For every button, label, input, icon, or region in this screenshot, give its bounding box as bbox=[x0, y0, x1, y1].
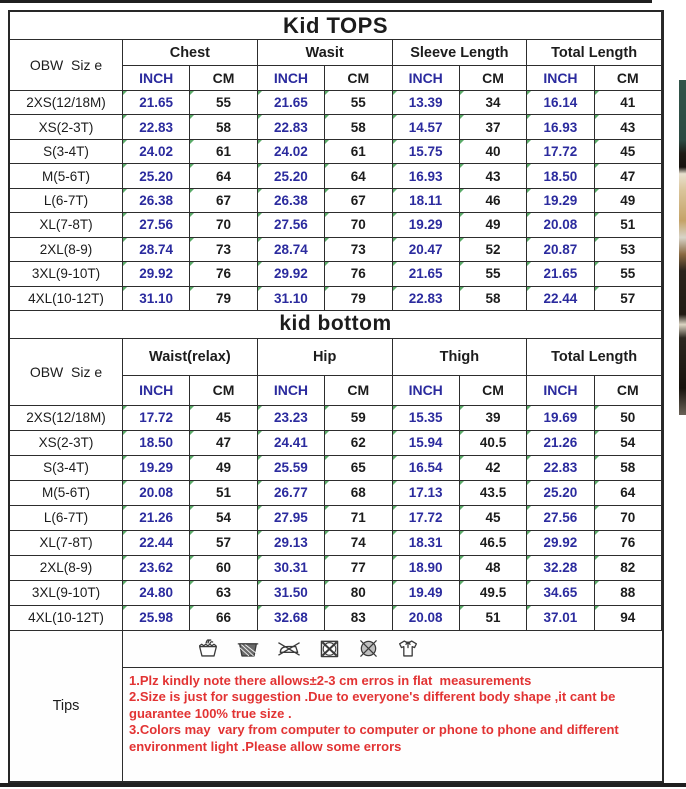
measure-cell: 22.83 bbox=[123, 115, 190, 139]
measure-cell: 53 bbox=[595, 238, 662, 262]
kid-bottom-table bbox=[10, 311, 662, 631]
measure-cell: 55 bbox=[325, 91, 392, 115]
measure-cell: 23.23 bbox=[258, 406, 325, 431]
measure-cell: 61 bbox=[325, 140, 392, 164]
measure-cell: 21.65 bbox=[527, 262, 594, 286]
measure-cell: 31.10 bbox=[123, 287, 190, 311]
measure-cell: 73 bbox=[325, 238, 392, 262]
measure-cell: 26.38 bbox=[258, 189, 325, 213]
size-cell: 3XL(9-10T) bbox=[10, 581, 123, 606]
measure-cell: 45 bbox=[190, 406, 257, 431]
measure-cell: 79 bbox=[190, 287, 257, 311]
size-cell: 3XL(9-10T) bbox=[10, 262, 123, 286]
group-header-cell: Chest bbox=[123, 40, 258, 66]
measure-cell: 65 bbox=[325, 456, 392, 481]
measure-cell: 13.39 bbox=[393, 91, 460, 115]
measure-cell: 29.92 bbox=[123, 262, 190, 286]
measure-cell: 77 bbox=[325, 556, 392, 581]
group-header-cell: Sleeve Length bbox=[393, 40, 528, 66]
measure-cell: 73 bbox=[190, 238, 257, 262]
tips-text bbox=[123, 668, 662, 781]
measure-cell: 57 bbox=[595, 287, 662, 311]
unit-header-cell: CM bbox=[595, 66, 662, 91]
measure-cell: 34 bbox=[460, 91, 527, 115]
measure-cell: 55 bbox=[595, 262, 662, 286]
measure-cell: 25.20 bbox=[258, 164, 325, 188]
measure-cell: 16.93 bbox=[527, 115, 594, 139]
measure-cell: 43 bbox=[460, 164, 527, 188]
measure-cell: 64 bbox=[325, 164, 392, 188]
unit-header-cell: INCH bbox=[123, 376, 190, 406]
measure-cell: 21.65 bbox=[393, 262, 460, 286]
measure-cell: 22.83 bbox=[527, 456, 594, 481]
measure-cell: 24.02 bbox=[258, 140, 325, 164]
measure-cell: 49 bbox=[190, 456, 257, 481]
measure-cell: 15.94 bbox=[393, 431, 460, 456]
measure-cell: 71 bbox=[325, 506, 392, 531]
measure-cell: 79 bbox=[325, 287, 392, 311]
measure-cell: 49 bbox=[460, 213, 527, 237]
measure-cell: 29.92 bbox=[527, 531, 594, 556]
care-icons-row bbox=[123, 631, 662, 668]
measure-cell: 63 bbox=[190, 581, 257, 606]
measure-cell: 20.08 bbox=[393, 606, 460, 631]
hand-wash-icon bbox=[195, 636, 221, 661]
size-cell: XL(7-8T) bbox=[10, 213, 123, 237]
measure-cell: 46 bbox=[460, 189, 527, 213]
tshirt-icon bbox=[395, 636, 421, 661]
tips-label: Tips bbox=[10, 631, 123, 781]
measure-cell: 18.50 bbox=[123, 431, 190, 456]
size-cell: XS(2-3T) bbox=[10, 115, 123, 139]
measure-cell: 24.80 bbox=[123, 581, 190, 606]
row-header-cell: OBW Siz e bbox=[10, 40, 123, 91]
size-cell: 2XL(8-9) bbox=[10, 238, 123, 262]
kid-tops-table bbox=[10, 12, 662, 311]
measure-cell: 29.13 bbox=[258, 531, 325, 556]
tops-table-title: Kid TOPS bbox=[10, 12, 662, 40]
measure-cell: 55 bbox=[460, 262, 527, 286]
measure-cell: 28.74 bbox=[123, 238, 190, 262]
measure-cell: 70 bbox=[325, 213, 392, 237]
measure-cell: 26.38 bbox=[123, 189, 190, 213]
unit-header-cell: INCH bbox=[393, 376, 460, 406]
tips-section bbox=[10, 631, 662, 781]
measure-cell: 94 bbox=[595, 606, 662, 631]
measure-cell: 17.72 bbox=[527, 140, 594, 164]
measure-cell: 51 bbox=[190, 481, 257, 506]
unit-header-cell: INCH bbox=[393, 66, 460, 91]
size-cell: 2XS(12/18M) bbox=[10, 91, 123, 115]
measure-cell: 49 bbox=[595, 189, 662, 213]
unit-header-cell: INCH bbox=[527, 66, 594, 91]
measure-cell: 62 bbox=[325, 431, 392, 456]
measure-cell: 76 bbox=[595, 531, 662, 556]
measure-cell: 19.69 bbox=[527, 406, 594, 431]
measure-cell: 64 bbox=[595, 481, 662, 506]
do-not-iron-icon bbox=[275, 636, 303, 661]
measure-cell: 30.31 bbox=[258, 556, 325, 581]
measure-cell: 40.5 bbox=[460, 431, 527, 456]
measure-cell: 27.95 bbox=[258, 506, 325, 531]
size-cell: L(6-7T) bbox=[10, 506, 123, 531]
measure-cell: 22.83 bbox=[258, 115, 325, 139]
measure-cell: 80 bbox=[325, 581, 392, 606]
measure-cell: 52 bbox=[460, 238, 527, 262]
unit-header-cell: CM bbox=[595, 376, 662, 406]
measure-cell: 15.35 bbox=[393, 406, 460, 431]
measure-cell: 19.29 bbox=[123, 456, 190, 481]
measure-cell: 76 bbox=[325, 262, 392, 286]
measure-cell: 42 bbox=[460, 456, 527, 481]
measure-cell: 23.62 bbox=[123, 556, 190, 581]
measure-cell: 25.98 bbox=[123, 606, 190, 631]
top-divider bbox=[0, 0, 652, 3]
measure-cell: 48 bbox=[460, 556, 527, 581]
measure-cell: 60 bbox=[190, 556, 257, 581]
measure-cell: 58 bbox=[325, 115, 392, 139]
measure-cell: 25.20 bbox=[527, 481, 594, 506]
measure-cell: 16.93 bbox=[393, 164, 460, 188]
measure-cell: 45 bbox=[460, 506, 527, 531]
group-header-cell: Waist(relax) bbox=[123, 339, 258, 376]
measure-cell: 32.68 bbox=[258, 606, 325, 631]
group-header-cell: Wasit bbox=[258, 40, 393, 66]
bottom-table-title: kid bottom bbox=[10, 311, 662, 339]
measure-cell: 21.65 bbox=[258, 91, 325, 115]
measure-cell: 67 bbox=[190, 189, 257, 213]
measure-cell: 51 bbox=[460, 606, 527, 631]
unit-header-cell: CM bbox=[190, 66, 257, 91]
measure-cell: 20.87 bbox=[527, 238, 594, 262]
measure-cell: 19.29 bbox=[393, 213, 460, 237]
unit-header-cell: CM bbox=[460, 376, 527, 406]
measure-cell: 27.56 bbox=[258, 213, 325, 237]
measure-cell: 32.28 bbox=[527, 556, 594, 581]
tip-line: 3.Colors may vary from computer to computer or phone to phone and different environment light .Please allow some errors bbox=[129, 722, 623, 754]
measure-cell: 20.47 bbox=[393, 238, 460, 262]
measure-cell: 67 bbox=[325, 189, 392, 213]
group-header-cell: Thigh bbox=[393, 339, 528, 376]
measure-cell: 25.59 bbox=[258, 456, 325, 481]
bottom-divider bbox=[0, 783, 686, 787]
measure-cell: 17.13 bbox=[393, 481, 460, 506]
measure-cell: 18.50 bbox=[527, 164, 594, 188]
measure-cell: 66 bbox=[190, 606, 257, 631]
measure-cell: 74 bbox=[325, 531, 392, 556]
size-cell: XL(7-8T) bbox=[10, 531, 123, 556]
measure-cell: 43 bbox=[595, 115, 662, 139]
measure-cell: 82 bbox=[595, 556, 662, 581]
measure-cell: 18.90 bbox=[393, 556, 460, 581]
measure-cell: 39 bbox=[460, 406, 527, 431]
size-cell: S(3-4T) bbox=[10, 140, 123, 164]
measure-cell: 64 bbox=[190, 164, 257, 188]
measure-cell: 40 bbox=[460, 140, 527, 164]
measure-cell: 29.92 bbox=[258, 262, 325, 286]
measure-cell: 24.41 bbox=[258, 431, 325, 456]
size-cell: S(3-4T) bbox=[10, 456, 123, 481]
measure-cell: 31.10 bbox=[258, 287, 325, 311]
measure-cell: 22.44 bbox=[123, 531, 190, 556]
measure-cell: 27.56 bbox=[123, 213, 190, 237]
tip-line: 1.Plz kindly note there allows±2-3 cm erros in flat measurements bbox=[129, 672, 532, 688]
measure-cell: 20.08 bbox=[527, 213, 594, 237]
size-cell: M(5-6T) bbox=[10, 164, 123, 188]
measure-cell: 15.75 bbox=[393, 140, 460, 164]
unit-header-cell: CM bbox=[325, 66, 392, 91]
measure-cell: 16.14 bbox=[527, 91, 594, 115]
measure-cell: 31.50 bbox=[258, 581, 325, 606]
measure-cell: 58 bbox=[460, 287, 527, 311]
measure-cell: 45 bbox=[595, 140, 662, 164]
measure-cell: 58 bbox=[595, 456, 662, 481]
do-not-wash-icon bbox=[235, 636, 261, 661]
measure-cell: 27.56 bbox=[527, 506, 594, 531]
unit-header-cell: CM bbox=[325, 376, 392, 406]
row-header-cell: OBW Siz e bbox=[10, 339, 123, 406]
measure-cell: 34.65 bbox=[527, 581, 594, 606]
tips-body bbox=[123, 631, 662, 781]
unit-header-cell: CM bbox=[460, 66, 527, 91]
measure-cell: 47 bbox=[190, 431, 257, 456]
measure-cell: 51 bbox=[595, 213, 662, 237]
measure-cell: 37.01 bbox=[527, 606, 594, 631]
measure-cell: 19.29 bbox=[527, 189, 594, 213]
measure-cell: 17.72 bbox=[393, 506, 460, 531]
size-chart bbox=[8, 10, 664, 783]
measure-cell: 70 bbox=[190, 213, 257, 237]
group-header-cell: Hip bbox=[258, 339, 393, 376]
measure-cell: 88 bbox=[595, 581, 662, 606]
size-cell: 4XL(10-12T) bbox=[10, 287, 123, 311]
measure-cell: 25.20 bbox=[123, 164, 190, 188]
unit-header-cell: INCH bbox=[527, 376, 594, 406]
measure-cell: 18.11 bbox=[393, 189, 460, 213]
measure-cell: 37 bbox=[460, 115, 527, 139]
measure-cell: 41 bbox=[595, 91, 662, 115]
tip-line: 2.Size is just for suggestion .Due to everyone's different body shape ,it cant be guarantee 100% true size . bbox=[129, 689, 619, 721]
measure-cell: 21.26 bbox=[123, 506, 190, 531]
measure-cell: 57 bbox=[190, 531, 257, 556]
do-not-dry-clean-icon bbox=[356, 636, 381, 661]
measure-cell: 47 bbox=[595, 164, 662, 188]
size-cell: L(6-7T) bbox=[10, 189, 123, 213]
measure-cell: 54 bbox=[190, 506, 257, 531]
measure-cell: 59 bbox=[325, 406, 392, 431]
photo-strip bbox=[679, 80, 686, 415]
measure-cell: 49.5 bbox=[460, 581, 527, 606]
do-not-tumble-dry-icon bbox=[317, 636, 342, 661]
measure-cell: 28.74 bbox=[258, 238, 325, 262]
measure-cell: 50 bbox=[595, 406, 662, 431]
unit-header-cell: INCH bbox=[258, 376, 325, 406]
measure-cell: 76 bbox=[190, 262, 257, 286]
size-cell: 4XL(10-12T) bbox=[10, 606, 123, 631]
measure-cell: 43.5 bbox=[460, 481, 527, 506]
measure-cell: 61 bbox=[190, 140, 257, 164]
measure-cell: 58 bbox=[190, 115, 257, 139]
measure-cell: 22.83 bbox=[393, 287, 460, 311]
measure-cell: 20.08 bbox=[123, 481, 190, 506]
measure-cell: 24.02 bbox=[123, 140, 190, 164]
size-cell: XS(2-3T) bbox=[10, 431, 123, 456]
measure-cell: 19.49 bbox=[393, 581, 460, 606]
unit-header-cell: INCH bbox=[258, 66, 325, 91]
measure-cell: 46.5 bbox=[460, 531, 527, 556]
measure-cell: 18.31 bbox=[393, 531, 460, 556]
size-cell: M(5-6T) bbox=[10, 481, 123, 506]
size-cell: 2XS(12/18M) bbox=[10, 406, 123, 431]
measure-cell: 54 bbox=[595, 431, 662, 456]
measure-cell: 70 bbox=[595, 506, 662, 531]
measure-cell: 83 bbox=[325, 606, 392, 631]
measure-cell: 21.26 bbox=[527, 431, 594, 456]
measure-cell: 68 bbox=[325, 481, 392, 506]
measure-cell: 21.65 bbox=[123, 91, 190, 115]
measure-cell: 17.72 bbox=[123, 406, 190, 431]
group-header-cell: Total Length bbox=[527, 40, 662, 66]
unit-header-cell: CM bbox=[190, 376, 257, 406]
group-header-cell: Total Length bbox=[527, 339, 662, 376]
unit-header-cell: INCH bbox=[123, 66, 190, 91]
measure-cell: 16.54 bbox=[393, 456, 460, 481]
measure-cell: 26.77 bbox=[258, 481, 325, 506]
size-cell: 2XL(8-9) bbox=[10, 556, 123, 581]
measure-cell: 55 bbox=[190, 91, 257, 115]
measure-cell: 14.57 bbox=[393, 115, 460, 139]
measure-cell: 22.44 bbox=[527, 287, 594, 311]
